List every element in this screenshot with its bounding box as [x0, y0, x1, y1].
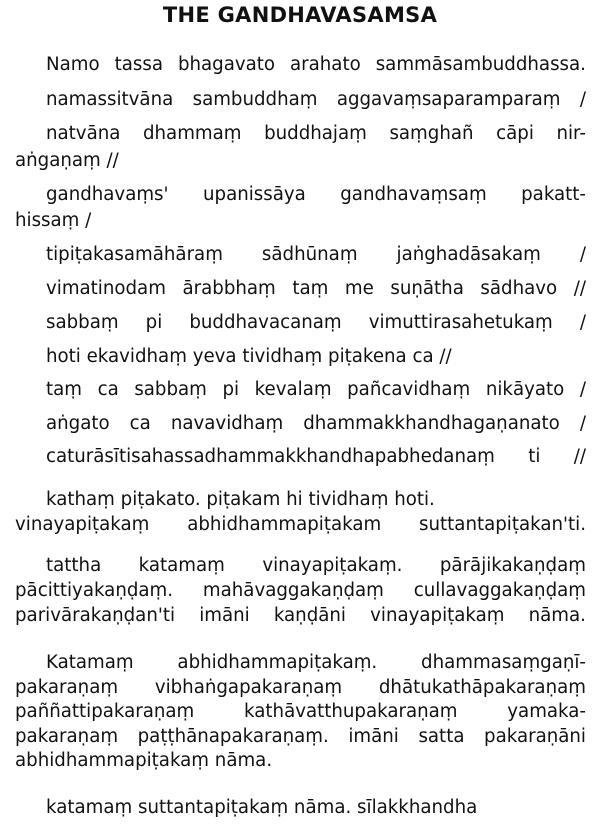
prose-line-1: kathaṃ piṭakato. piṭakam hi tividhaṃ hoti. [46, 489, 435, 510]
verse-line-3: natvāna dhammaṃ buddhajaṃ saṃghañ cāpi nir- [46, 123, 586, 144]
prose-line-11: katamaṃ suttantapiṭakaṃ nāma. sīlakkhandha [46, 797, 478, 818]
prose-line-6: Katamaṃ abhidhammapiṭakaṃ. dhammasaṃgaṇī- [46, 652, 586, 673]
verse-line-11: taṃ ca sabbaṃ pi kevalaṃ pañcavidhaṃ nikāyato / [46, 379, 586, 400]
prose-line-8: paññattipakaraṇaṃ kathāvatthupakaraṇaṃ yamaka- [15, 701, 586, 722]
prose-line-9: pakaraṇaṃ paṭṭhānapakaraṇaṃ. imāni satta pakaraṇāni [15, 726, 586, 747]
prose-line-10: abhidhammapiṭakaṃ nāma. [15, 750, 273, 771]
verse-line-13: caturāsītisahassadhammakkhandhapabhedanaṃ ti // [46, 446, 586, 467]
prose-line-2: vinayapiṭakaṃ abhidhammapiṭakam suttantapiṭakan'ti. [15, 514, 586, 535]
verse-line-12: aṅgato ca navavidhaṃ dhammakkhandhagaṇanato / [46, 413, 586, 434]
verse-line-10: hoti ekavidhaṃ yeva tividhaṃ piṭakena ca // [46, 346, 452, 367]
prose-line-7: pakaraṇaṃ vibhaṅgapakaraṇaṃ dhātukathāpakaraṇaṃ [15, 677, 586, 698]
verse-line-6: hissaṃ / [15, 210, 92, 231]
verse-line-9: sabbaṃ pi buddhavacanaṃ vimuttirasahetukaṃ / [46, 312, 586, 333]
page-title: THE GANDHAVASAMSA [162, 3, 438, 27]
prose-line-4: pācittiyakaṇḍaṃ. mahāvaggakaṇḍaṃ cullavaggakaṇḍaṃ [15, 580, 586, 601]
verse-line-2: namassitvāna sambuddhaṃ aggavaṃsaparamparaṃ / [46, 89, 586, 110]
verse-line-8: vimatinodam ārabbhaṃ taṃ me suṇātha sādhavo // [46, 278, 586, 299]
prose-line-3: tattha katamaṃ vinayapiṭakaṃ. pārājikakaṇḍaṃ [46, 555, 586, 576]
prose-line-5: parivārakaṇḍan'ti imāni kaṇḍāni vinayapiṭakaṃ nāma. [15, 605, 586, 626]
verse-line-4: aṅgaṇaṃ // [15, 150, 119, 171]
verse-line-1: Namo tassa bhagavato arahato sammāsambuddhassa. [46, 54, 586, 75]
verse-line-7: tipiṭakasamāhāraṃ sādhūnaṃ jaṅghadāsakaṃ / [46, 244, 586, 265]
verse-line-5: gandhavaṃs' upanissāya gandhavaṃsaṃ pakatt- [46, 184, 586, 205]
